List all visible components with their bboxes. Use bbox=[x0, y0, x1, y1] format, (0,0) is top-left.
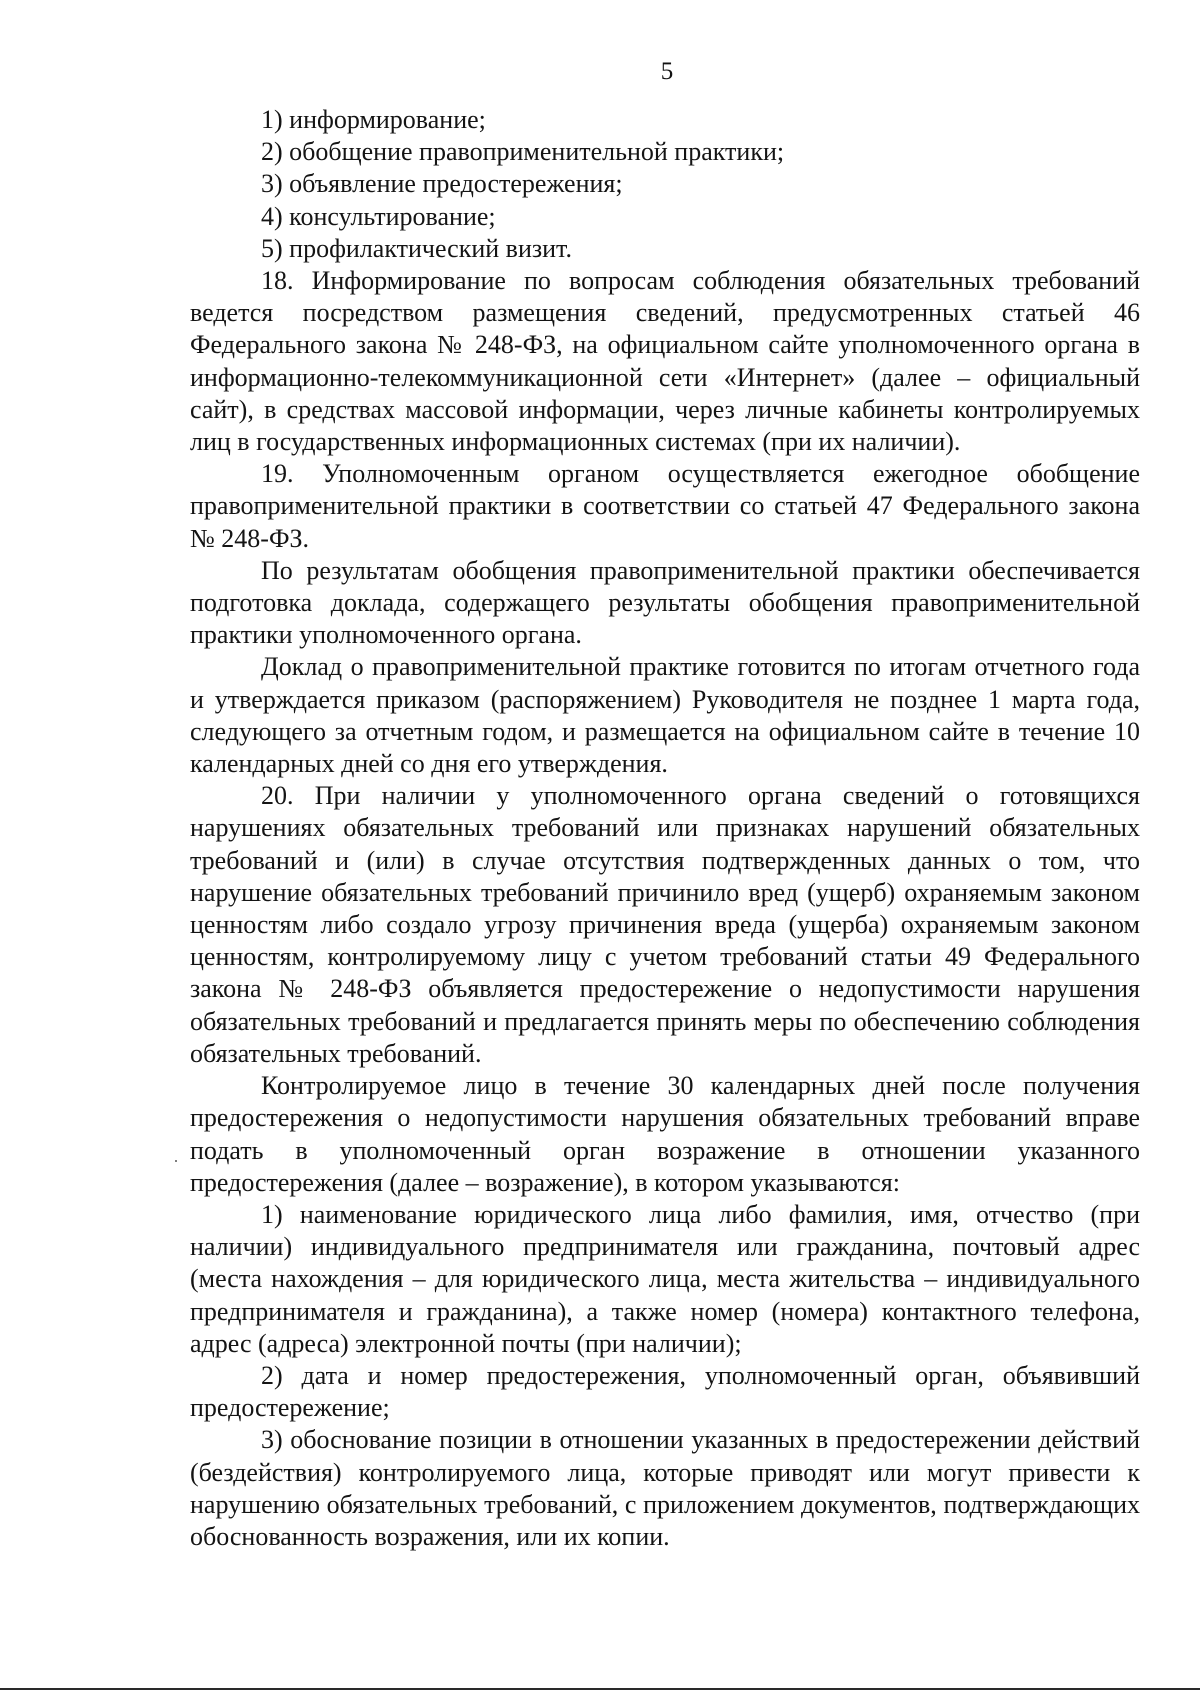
objection-item: 2) дата и номер предостережения, уполномоченный орган, объявивший предостережение; bbox=[190, 1360, 1140, 1423]
paragraph: Доклад о правоприменительной практике готовится по итогам отчетного года и утверждается приказом (распоряжением) Руководителя не позднее 1 марта года, следующего за отчетным годом, и размещается на официальном сайте в течение 10 календарных дней со дня его утверждения. bbox=[190, 652, 1140, 779]
objection-item: 1) наименование юридического лица либо фамилия, имя, отчество (при наличии) индивидуального предпринимателя или гражданина, почтовый адрес (места нахождения – для юридического лица, места жительства – индивидуального предпринимателя и гражданина), а также номер (номера) контактного телефона, адрес (адреса) электронной почты (при наличии); bbox=[190, 1199, 1140, 1358]
list-item: 2) обобщение правоприменительной практики; bbox=[261, 137, 785, 167]
list-item: 3) объявление предостережения; bbox=[261, 169, 623, 199]
scan-speck bbox=[175, 1160, 177, 1162]
paragraph: Контролируемое лицо в течение 30 календарных дней после получения предостережения о недопустимости нарушения обязательных требований вправе подать в уполномоченный орган возражение в отношении указанного предостережения (далее – возражение), в котором указываются: bbox=[190, 1071, 1140, 1197]
document-body bbox=[190, 104, 1140, 1553]
objection-item: 3) обоснование позиции в отношении указанных в предостережении действий (бездействия) контролируемого лица, которые приводят или могут привести к нарушению обязательных требований, с приложением документов, подтверждающих обоснованность возражения, или их копии. bbox=[190, 1425, 1140, 1551]
paragraph-20: 20. При наличии у уполномоченного органа сведений о готовящихся нарушениях обязательных требований или признаках нарушений обязательных требований и (или) в случае отсутствия подтвержденных данных о том, что нарушение обязательных требований причинило вред (ущерб) охраняемым законом ценностям либо создало угрозу причинения вреда (ущерба) охраняемым законом ценностям, контролируемому лицу с учетом требований статьи 49 Федерального закона № 248-ФЗ объявляется предостережение о недопустимости нарушения обязательных требований и предлагается принять меры по обеспечению соблюдения обязательных требований. bbox=[190, 781, 1140, 1068]
page-number: 5 bbox=[660, 58, 674, 85]
paragraph-18: 18. Информирование по вопросам соблюдения обязательных требований ведется посредством размещения сведений, предусмотренных статьей 46 Федерального закона № 248-ФЗ, на официальном сайте уполномоченного органа в информационно-телекоммуникационной сети «Интернет» (далее – официальный сайт), в средствах массовой информации, через личные кабинеты контролируемых лиц в государственных информационных системах (при их наличии). bbox=[190, 266, 1140, 457]
page-bottom-edge bbox=[0, 1688, 1200, 1690]
list-item: 1) информирование; bbox=[261, 105, 486, 134]
list-item: 5) профилактический визит. bbox=[261, 233, 572, 263]
list-item: 4) консультирование; bbox=[261, 201, 496, 231]
paragraph-19: 19. Уполномоченным органом осуществляется ежегодное обобщение правоприменительной практики в соответствии со статьей 47 Федерального закона № 248-ФЗ. bbox=[190, 459, 1140, 553]
paragraph: По результатам обобщения правоприменительной практики обеспечивается подготовка доклада, содержащего результаты обобщения правоприменительной практики уполномоченного органа. bbox=[190, 555, 1140, 650]
